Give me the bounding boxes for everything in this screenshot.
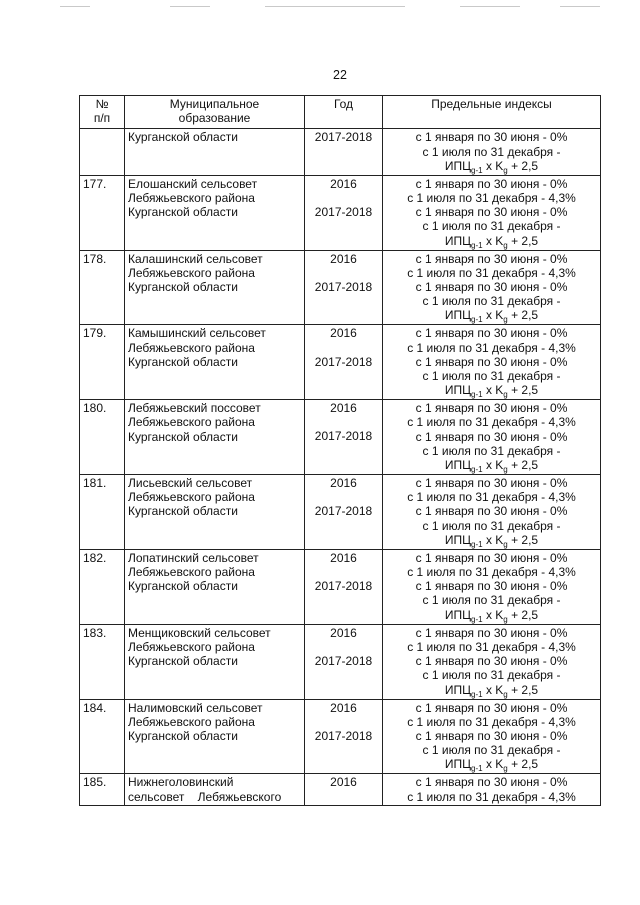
municipality-name: Менщиковский сельсовет Лебяжьевского района Курганской области [125,624,305,699]
year-cell: 2016 2017-2018 [305,699,383,774]
table-row [80,624,601,699]
indices-cell: с 1 января по 30 июня - 0% с 1 июля по 31 декабря - 4,3% с 1 января по 30 июня - 0% с 1 июля по 31 декабря - $ИПЦ_{g-1}$ x $K_g + 2,5$ [383,475,601,550]
indices-cell: с 1 января по 30 июня - 0% с 1 июля по 31 декабря - 4,3% с 1 января по 30 июня - 0% с 1 июля по 31 декабря - $ИПЦ_{g-1}$ x $K_g + 2,5$ [383,250,601,325]
municipality-name: Налимовский сельсовет Лебяжьевского района Курганской области [125,699,305,774]
indices-cell: с 1 января по 30 июня - 0% с 1 июля по 31 декабря - 4,3% с 1 января по 30 июня - 0% с 1 июля по 31 декабря - $ИПЦ_{g-1}$ x $K_g + 2,5$ [383,175,601,250]
header-num: № п/п [80,96,125,129]
year-cell: 2016 2017-2018 [305,400,383,475]
row-number: 179. [80,325,125,400]
year-cell: 2016 2017-2018 [305,624,383,699]
year-cell: 2016 2017-2018 [305,175,383,250]
row-number: 183. [80,624,125,699]
year-cell: 2017-2018 [305,129,383,175]
table-row [80,549,601,624]
index-formula: $ИПЦ_{g-1}$ x $K_g + 2,5$ [444,383,539,400]
year-cell: 2016 [305,774,383,805]
tariff-index-table [79,95,601,806]
table-row [80,699,601,774]
row-number: 180. [80,400,125,475]
index-formula: $ИПЦ_{g-1}$ x $K_g + 2,5$ [444,308,539,325]
indices-cell: с 1 января по 30 июня - 0% с 1 июля по 31 декабря - 4,3% с 1 января по 30 июня - 0% с 1 июля по 31 декабря - $ИПЦ_{g-1}$ x $K_g + 2,5$ [383,549,601,624]
indices-cell: с 1 января по 30 июня - 0% с 1 июля по 31 декабря - 4,3% с 1 января по 30 июня - 0% с 1 июля по 31 декабря - $ИПЦ_{g-1}$ x $K_g + 2,5$ [383,624,601,699]
scan-artifact-line [60,6,620,10]
table-row [80,400,601,475]
row-number: 185. [80,774,125,805]
table-row [80,325,601,400]
municipality-name: Курганской области [125,129,305,175]
municipality-name: Нижнеголовинский сельсовет Лебяжьевского [125,774,305,805]
year-cell: 2016 2017-2018 [305,325,383,400]
header-municipality: Муниципальное образование [125,96,305,129]
municipality-name: Камышинский сельсовет Лебяжьевского района Курганской области [125,325,305,400]
index-formula: $ИПЦ_{g-1}$ x $K_g + 2,5$ [444,532,539,549]
indices-cell: с 1 января по 30 июня - 0% с 1 июля по 31 декабря - 4,3% [383,774,601,805]
table-row [80,250,601,325]
year-cell: 2016 2017-2018 [305,549,383,624]
row-number: 182. [80,549,125,624]
municipality-name: Лисьевский сельсовет Лебяжьевского района Курганской области [125,475,305,550]
table-row-last [80,774,601,805]
page-number: 22 [333,68,347,82]
municipality-name: Лебяжьевский поссовет Лебяжьевского района Курганской области [125,400,305,475]
table-row [80,175,601,250]
index-formula: $ИПЦ_{g-1}$ x $K_g + 2,5$ [444,158,539,175]
index-formula: $ИПЦ_{g-1}$ x $K_g + 2,5$ [444,607,539,624]
year-cell: 2016 2017-2018 [305,250,383,325]
header-indices: Предельные индексы [383,96,601,129]
index-formula: $ИПЦ_{g-1}$ x $K_g + 2,5$ [444,458,539,475]
table-row-continuation [80,129,601,175]
row-number: 181. [80,475,125,550]
index-formula: $ИПЦ_{g-1}$ x $K_g + 2,5$ [444,233,539,250]
row-number: 177. [80,175,125,250]
row-number: 178. [80,250,125,325]
table-row [80,475,601,550]
table-header-row [80,96,601,129]
index-formula: $ИПЦ_{g-1}$ x $K_g + 2,5$ [444,757,539,774]
indices-cell: с 1 января по 30 июня - 0% с 1 июля по 31 декабря - 4,3% с 1 января по 30 июня - 0% с 1 июля по 31 декабря - $ИПЦ_{g-1}$ x $K_g + 2,5$ [383,325,601,400]
header-year: Год [305,96,383,129]
indices-cell: с 1 января по 30 июня - 0% с 1 июля по 31 декабря - $ИПЦ_{g-1}$ x $K_g + 2,5$ [383,129,601,175]
municipality-name: Елошанский сельсовет Лебяжьевского района Курганской области [125,175,305,250]
municipality-name: Калашинский сельсовет Лебяжьевского района Курганской области [125,250,305,325]
indices-cell: с 1 января по 30 июня - 0% с 1 июля по 31 декабря - 4,3% с 1 января по 30 июня - 0% с 1 июля по 31 декабря - $ИПЦ_{g-1}$ x $K_g + 2,5$ [383,699,601,774]
municipality-name: Лопатинский сельсовет Лебяжьевского района Курганской области [125,549,305,624]
row-number: 184. [80,699,125,774]
index-formula: $ИПЦ_{g-1}$ x $K_g + 2,5$ [444,682,539,699]
indices-cell: с 1 января по 30 июня - 0% с 1 июля по 31 декабря - 4,3% с 1 января по 30 июня - 0% с 1 июля по 31 декабря - $ИПЦ_{g-1}$ x $K_g + 2,5$ [383,400,601,475]
year-cell: 2016 2017-2018 [305,475,383,550]
